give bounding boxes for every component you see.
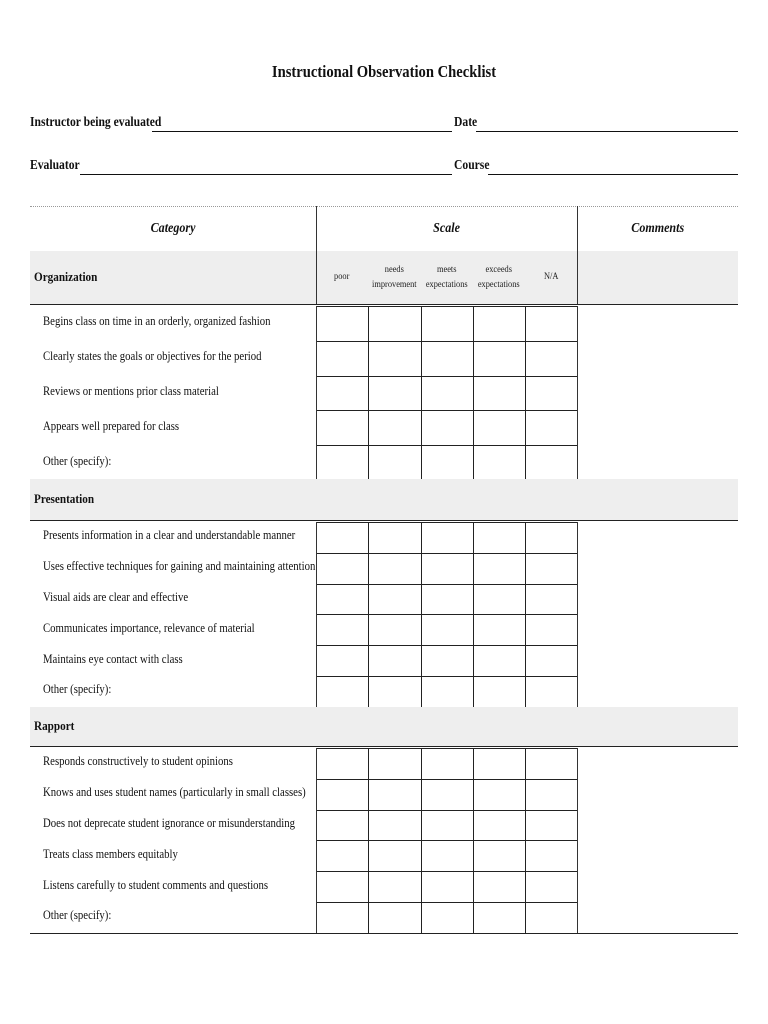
rating-cell[interactable] — [316, 645, 369, 677]
rating-cell[interactable] — [525, 902, 578, 934]
rating-cell[interactable] — [473, 810, 526, 842]
rating-cell[interactable] — [316, 553, 369, 585]
section-bottom-rule — [30, 933, 738, 934]
rating-cell[interactable] — [525, 553, 578, 585]
table-header — [30, 206, 738, 252]
rating-cell[interactable] — [421, 376, 474, 412]
scale-label — [525, 251, 577, 304]
rating-cell[interactable] — [473, 584, 526, 616]
checklist-item: Communicates importance, relevance of material — [43, 620, 255, 635]
rating-cell[interactable] — [316, 779, 369, 811]
rating-cell[interactable] — [473, 522, 526, 554]
rating-cell[interactable] — [316, 410, 369, 446]
scale-label-text: N/A — [543, 272, 559, 282]
instructor-field[interactable] — [152, 131, 452, 132]
scale-label-text: needs improvement — [372, 264, 417, 290]
checklist-item: Reviews or mentions prior class material — [43, 384, 219, 398]
rating-cell[interactable] — [421, 748, 474, 780]
rating-cell[interactable] — [421, 410, 474, 446]
rating-cell[interactable] — [525, 676, 578, 708]
checklist-item: Appears well prepared for class — [43, 418, 180, 433]
checklist-item: Knows and uses student names (particularly in small classes) — [43, 785, 306, 800]
course-label: Course — [454, 157, 490, 172]
checklist-item: Other (specify): — [43, 453, 112, 468]
checklist-item: Presents information in a clear and understandable manner — [43, 528, 296, 543]
category-header: Category — [150, 220, 196, 236]
category-divider — [316, 748, 317, 933]
rating-cell[interactable] — [473, 840, 526, 872]
rating-cell[interactable] — [473, 645, 526, 677]
rating-cell[interactable] — [316, 584, 369, 616]
rating-cell[interactable] — [316, 376, 369, 412]
header-divider — [316, 206, 317, 251]
scale-header: Scale — [433, 220, 460, 236]
checklist-item: Clearly states the goals or objectives for the period — [43, 349, 262, 364]
section-header-presentation — [30, 479, 738, 521]
checklist-item: Other (specify): — [43, 908, 112, 923]
rating-cell[interactable] — [368, 871, 422, 903]
rating-cell[interactable] — [316, 306, 369, 342]
section-title: Rapport — [34, 718, 75, 733]
rating-cell[interactable] — [473, 410, 526, 446]
comments-box[interactable] — [577, 522, 739, 707]
rating-cell[interactable] — [525, 614, 578, 646]
checklist-item: Does not deprecate student ignorance or misunderstanding — [43, 816, 295, 830]
rating-cell[interactable] — [421, 645, 474, 677]
rating-cell[interactable] — [316, 748, 369, 780]
rating-cell[interactable] — [368, 341, 422, 377]
rating-cell[interactable] — [473, 341, 526, 377]
instructor-label: Instructor being evaluated — [30, 114, 162, 129]
rating-cell[interactable] — [368, 614, 422, 646]
rating-cell[interactable] — [421, 445, 474, 481]
rating-cell[interactable] — [421, 614, 474, 646]
rating-cell[interactable] — [525, 779, 578, 811]
date-field[interactable] — [476, 131, 738, 132]
comments-box[interactable] — [577, 306, 739, 480]
rating-cell[interactable] — [368, 522, 422, 554]
header-divider — [577, 206, 578, 251]
rating-cell[interactable] — [316, 676, 369, 708]
date-label: Date — [454, 114, 478, 129]
scale-divider — [316, 251, 317, 304]
checklist-item: Visual aids are clear and effective — [43, 590, 189, 604]
rating-cell[interactable] — [368, 584, 422, 616]
comments-header: Comments — [631, 220, 684, 236]
section-header-organization — [30, 251, 738, 305]
rating-cell[interactable] — [421, 871, 474, 903]
rating-cell[interactable] — [525, 376, 578, 412]
rating-cell[interactable] — [316, 522, 369, 554]
course-field[interactable] — [488, 174, 738, 175]
rating-cell[interactable] — [473, 553, 526, 585]
rating-cell[interactable] — [473, 676, 526, 708]
rating-cell[interactable] — [473, 902, 526, 934]
rating-cell[interactable] — [525, 645, 578, 677]
section-header-rapport — [30, 707, 738, 747]
rating-cell[interactable] — [473, 376, 526, 412]
scale-label — [473, 251, 525, 304]
rating-cell[interactable] — [368, 810, 422, 842]
rating-cell[interactable] — [525, 584, 578, 616]
checklist-item: Maintains eye contact with class — [43, 651, 183, 666]
rating-cell[interactable] — [316, 810, 369, 842]
evaluator-field[interactable] — [80, 174, 452, 175]
evaluator-label: Evaluator — [30, 157, 80, 172]
rating-cell[interactable] — [368, 645, 422, 677]
rating-cell[interactable] — [368, 779, 422, 811]
rating-cell[interactable] — [368, 410, 422, 446]
rating-cell[interactable] — [473, 306, 526, 342]
section-title: Presentation — [34, 491, 95, 506]
rating-cell[interactable] — [368, 902, 422, 934]
rating-cell[interactable] — [525, 871, 578, 903]
comments-box[interactable] — [577, 748, 739, 933]
rating-cell[interactable] — [316, 840, 369, 872]
rating-cell[interactable] — [316, 902, 369, 934]
rating-cell[interactable] — [525, 306, 578, 342]
section-title: Organization — [34, 269, 98, 284]
rating-cell[interactable] — [368, 445, 422, 481]
rating-cell[interactable] — [421, 306, 474, 342]
rating-cell[interactable] — [525, 840, 578, 872]
scale-label-text: meets expectations — [426, 264, 468, 290]
rating-cell[interactable] — [368, 840, 422, 872]
scale-label — [368, 251, 421, 304]
scale-label-text: exceeds expectations — [478, 264, 520, 290]
rating-cell[interactable] — [316, 871, 369, 903]
rating-cell[interactable] — [421, 341, 474, 377]
checklist-item: Listens carefully to student comments and questions — [43, 877, 269, 892]
rating-cell[interactable] — [525, 410, 578, 446]
rating-cell[interactable] — [421, 902, 474, 934]
rating-cell[interactable] — [525, 445, 578, 481]
rating-cell[interactable] — [473, 871, 526, 903]
scale-divider — [577, 251, 578, 304]
rating-cell[interactable] — [316, 614, 369, 646]
rating-cell[interactable] — [525, 522, 578, 554]
rating-cell[interactable] — [421, 810, 474, 842]
rating-cell[interactable] — [368, 748, 422, 780]
rating-cell[interactable] — [421, 584, 474, 616]
rating-cell[interactable] — [316, 341, 369, 377]
rating-cell[interactable] — [421, 522, 474, 554]
scale-label — [316, 251, 368, 304]
rating-cell[interactable] — [473, 748, 526, 780]
rating-cell[interactable] — [421, 553, 474, 585]
rating-cell[interactable] — [473, 779, 526, 811]
checklist-item: Treats class members equitably — [43, 846, 178, 861]
rating-cell[interactable] — [525, 748, 578, 780]
scale-label-text: poor — [334, 272, 350, 282]
rating-cell[interactable] — [473, 614, 526, 646]
rating-cell[interactable] — [525, 341, 578, 377]
rating-cell[interactable] — [421, 676, 474, 708]
rating-cell[interactable] — [368, 376, 422, 412]
checklist-item: Other (specify): — [43, 682, 112, 697]
rating-cell[interactable] — [473, 445, 526, 481]
category-divider — [316, 522, 317, 707]
category-divider — [316, 306, 317, 480]
checklist-item: Begins class on time in an orderly, organized fashion — [43, 314, 271, 329]
rating-cell[interactable] — [525, 810, 578, 842]
checklist-item: Responds constructively to student opinions — [43, 754, 233, 769]
rating-cell[interactable] — [368, 676, 422, 708]
rating-cell[interactable] — [421, 840, 474, 872]
rating-cell[interactable] — [316, 445, 369, 481]
checklist-item: Uses effective techniques for gaining and maintaining attention — [43, 559, 316, 574]
scale-label — [421, 251, 473, 304]
rating-cell[interactable] — [368, 553, 422, 585]
rating-cell[interactable] — [421, 779, 474, 811]
page-title: Instructional Observation Checklist — [271, 62, 497, 81]
rating-cell[interactable] — [368, 306, 422, 342]
